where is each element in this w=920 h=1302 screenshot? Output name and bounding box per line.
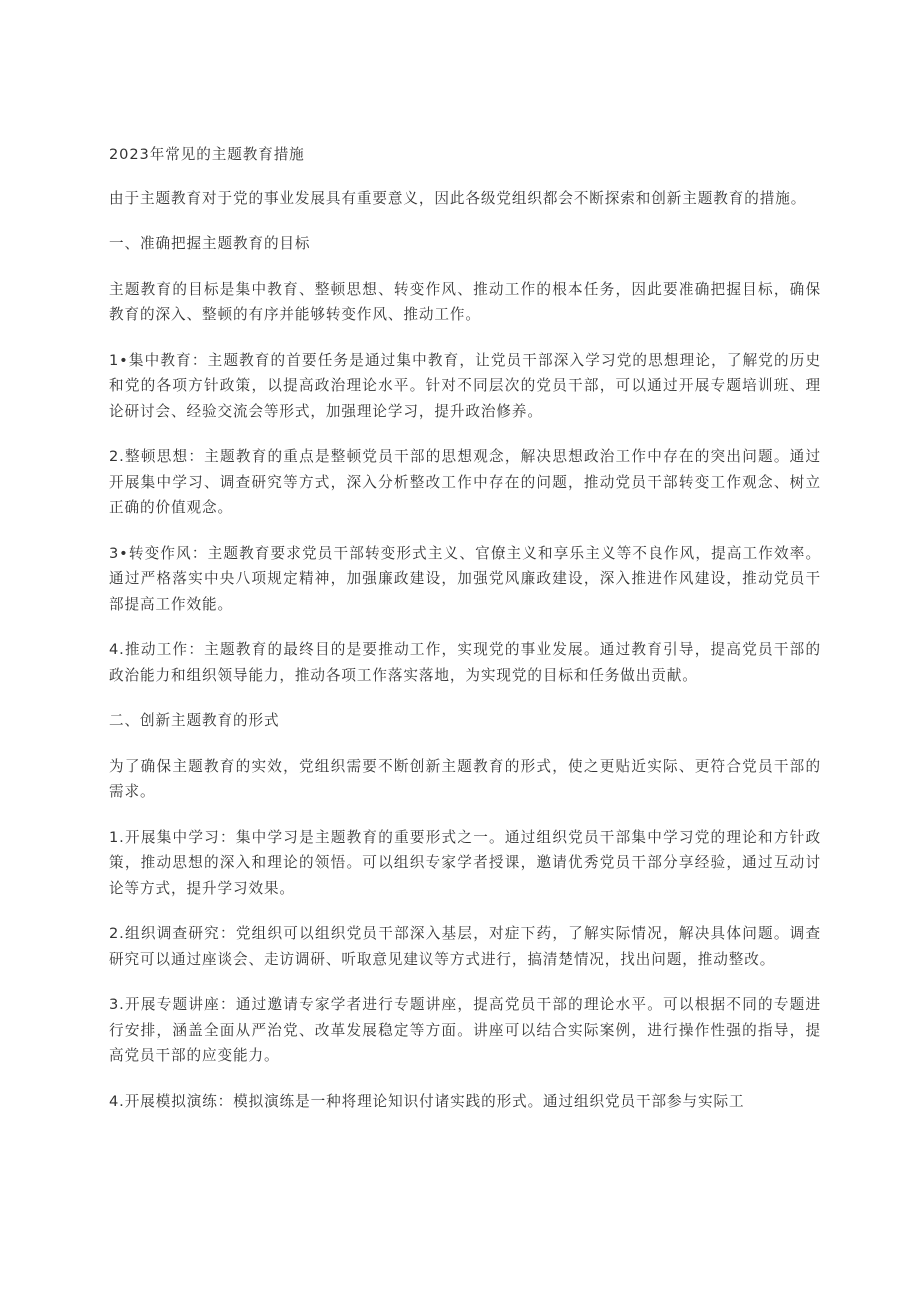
section-2-heading: 二、创新主题教育的形式 [109,712,280,729]
section-1-item-3: 3•转变作风：主题教育要求党员干部转变形式主义、官僚主义和享乐主义等不良作风，提高工作效率。通过严格落实中央八项规定精神，加强廉政建设，加强党风廉政建设，深入推进作风建设，推动党员干部提高工作效能。 [109,544,821,613]
section-2-item-4: 4.开展模拟演练：模拟演练是一种将理论知识付诸实践的形式。通过组织党员干部参与实际工 [109,1092,745,1110]
section-1-item-4: 4.推动工作：主题教育的最终目的是要推动工作，实现党的事业发展。通过教育引导，提高党员干部的政治能力和组织领导能力，推动各项工作落实落地，为实现党的目标和任务做出贡献。 [109,641,821,684]
section-2-item-2: 2.组织调查研究：党组织可以组织党员干部深入基层，对症下药，了解实际情况，解决具体问题。调查研究可以通过座谈会、走访调研、听取意见建议等方式进行，搞清楚情况，找出问题，推动整改。 [109,925,821,968]
intro-paragraph: 由于主题教育对于党的事业发展具有重要意义，因此各级党组织都会不断探索和创新主题教育的措施。 [109,189,807,207]
section-1-item-1: 1•集中教育：主题教育的首要任务是通过集中教育，让党员干部深入学习党的思想理论，了解党的历史和党的各项方针政策，以提高政治理论水平。针对不同层次的党员干部，可以通过开展专题培训班、理论研讨会、经验交流会等形式，加强理论学习，提升政治修养。 [109,351,821,420]
section-1-heading: 一、准确把握主题教育的目标 [109,235,311,252]
document-body [109,142,821,1134]
document-title: 2023年常见的主题教育措施 [109,146,305,163]
section-2-item-3: 3.开展专题讲座：通过邀请专家学者进行专题讲座，提高党员干部的理论水平。可以根据不同的专题进行安排，涵盖全面从严治党、改革发展稳定等方面。讲座可以结合实际案例，进行操作性强的指导，提高党员干部的应变能力。 [109,996,821,1064]
section-2-item-1: 1.开展集中学习：集中学习是主题教育的重要形式之一。通过组织党员干部集中学习党的理论和方针政策，推动思想的深入和理论的领悟。可以组织专家学者授课，邀请优秀党员干部分享经验，通过互动讨论等方式，提升学习效果。 [109,828,821,897]
section-2-intro: 为了确保主题教育的实效，党组织需要不断创新主题教育的形式，使之更贴近实际、更符合党员干部的需求。 [109,757,821,800]
section-1-intro: 主题教育的目标是集中教育、整顿思想、转变作风、推动工作的根本任务，因此要准确把握目标，确保教育的深入、整顿的有序并能够转变作风、推动工作。 [109,280,821,323]
section-1-item-2: 2.整顿思想：主题教育的重点是整顿党员干部的思想观念，解决思想政治工作中存在的突出问题。通过开展集中学习、调查研究等方式，深入分析整改工作中存在的问题，推动党员干部转变工作观念、树立正确的价值观念。 [109,448,821,516]
